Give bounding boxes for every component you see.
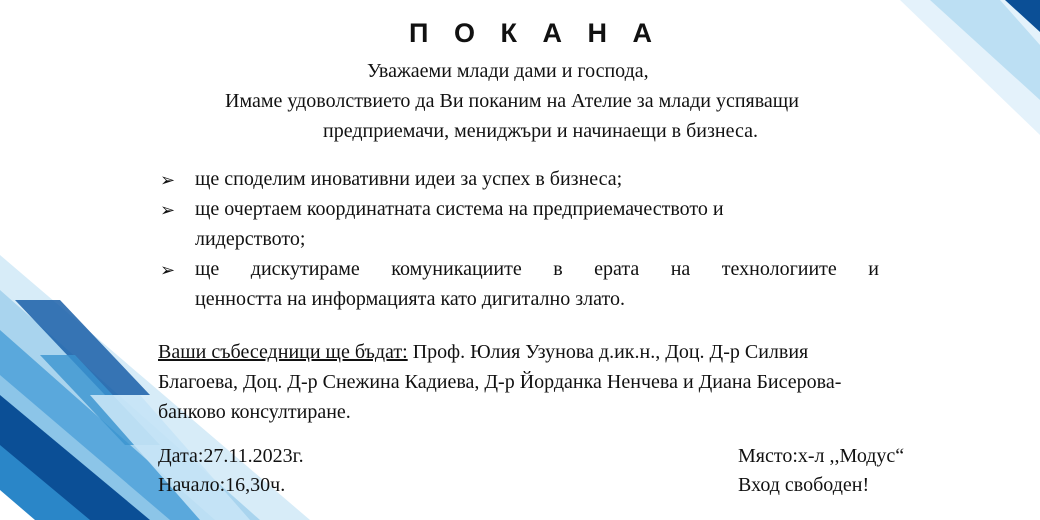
event-date: Дата:27.11.2023г.: [158, 445, 304, 467]
bullet-1: ще споделим иновативни идеи за успех в бизнеса;: [195, 168, 623, 190]
intro-line-2: предприемачи, мениджъри и начинаещи в бизнеса.: [323, 120, 758, 142]
speakers-names-1: Проф. Юлия Узунова д.ик.н., Доц. Д-р Силвия: [407, 341, 809, 363]
bullet-arrow-icon: ➢: [160, 200, 176, 220]
bullet-arrow-icon: ➢: [160, 260, 176, 280]
bullet-arrow-icon: ➢: [160, 170, 176, 190]
event-start-time: Начало:16,30ч.: [158, 474, 286, 496]
bullet-3-line-2: ценността на информацията като дигитално злато.: [195, 288, 625, 310]
free-entry: Вход свободен!: [738, 474, 870, 496]
greeting: Уважаеми млади дами и господа,: [367, 60, 649, 82]
intro-line-1: Имаме удоволствието да Ви поканим на Ателие за млади успяващи: [225, 90, 799, 112]
speakers-line-2: Благоева, Доц. Д-р Снежина Кадиева, Д-р Йорданка Ненчева и Диана Бисерова-: [158, 371, 842, 393]
speakers-label: Ваши събеседници ще бъдат:: [158, 341, 408, 363]
speakers-line-1: [158, 341, 808, 364]
bullet-3-line-1: ще дискутираме комуникациите в ерата на технологиите и: [195, 258, 879, 280]
event-place: Място:х-л ,,Модус“: [738, 445, 905, 467]
bullet-2-line-2: лидерството;: [195, 228, 306, 250]
bullet-2-line-1: ще очертаем координатната система на предприемачеството и: [195, 198, 724, 220]
speakers-line-3: банково консултиране.: [158, 401, 351, 423]
invitation-title: П О К А Н А: [409, 18, 661, 48]
